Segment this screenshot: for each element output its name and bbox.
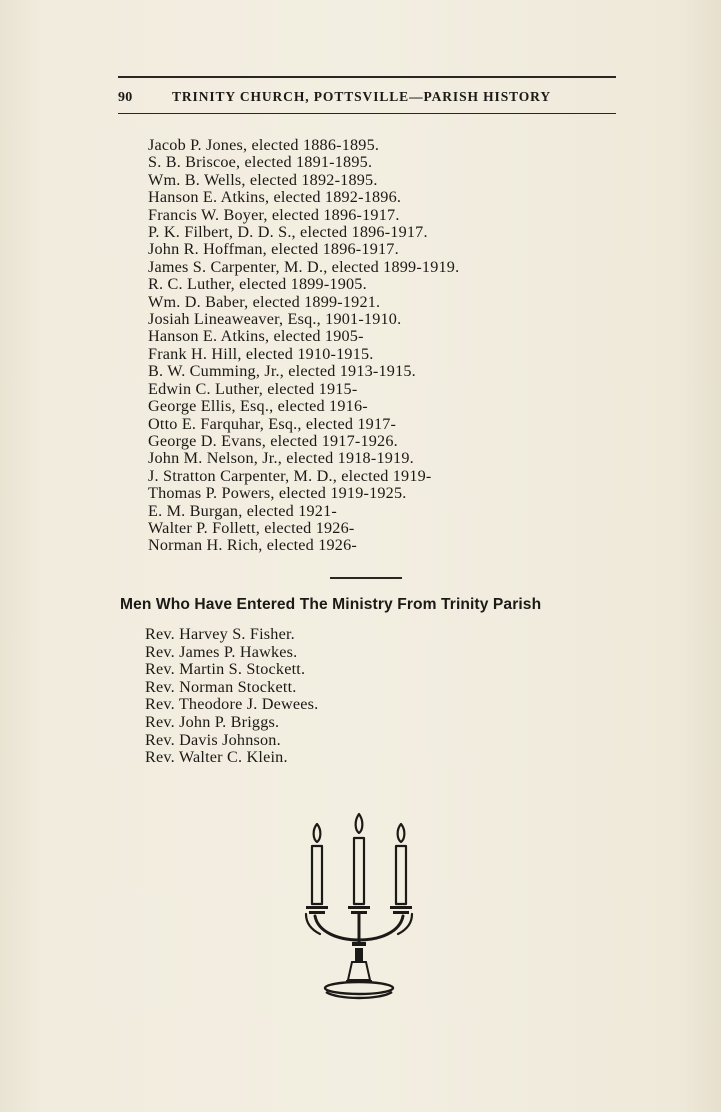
list-item: George Ellis, Esq., elected 1916-	[148, 397, 368, 416]
list-item: P. K. Filbert, D. D. S., elected 1896-1917.	[148, 223, 428, 242]
list-item: Rev. Theodore J. Dewees.	[145, 695, 319, 714]
list-item: B. W. Cumming, Jr., elected 1913-1915.	[148, 362, 416, 381]
list-item: Rev. Davis Johnson.	[145, 730, 281, 749]
list-item: Rev. Walter C. Klein.	[145, 748, 288, 767]
page-number: 90	[118, 90, 133, 105]
ministry-name-list	[145, 626, 318, 767]
list-item: Otto E. Farquhar, Esq., elected 1917-	[148, 414, 397, 433]
list-item: James S. Carpenter, M. D., elected 1899-1919.	[148, 257, 460, 276]
list-item: Jacob P. Jones, elected 1886-1895.	[148, 136, 380, 154]
list-item: John M. Nelson, Jr., elected 1918-1919.	[148, 449, 414, 468]
list-item: John R. Hoffman, elected 1896-1917.	[148, 240, 399, 259]
list-item: R. C. Luther, elected 1899-1905.	[148, 275, 367, 294]
list-item: Rev. John P. Briggs.	[145, 712, 280, 731]
running-title: TRINITY CHURCH, POTTSVILLE—PARISH HISTORY	[172, 89, 551, 104]
list-item: Rev. Norman Stockett.	[145, 677, 297, 696]
header-rule-bottom	[118, 113, 616, 114]
list-item: Walter P. Follett, elected 1926-	[148, 518, 355, 537]
list-item: Josiah Lineaweaver, Esq., 1901-1910.	[148, 310, 402, 329]
candelabra-icon	[298, 810, 418, 1002]
list-item: George D. Evans, elected 1917-1926.	[148, 431, 398, 450]
section-divider	[330, 577, 402, 579]
header-rule-top	[118, 76, 616, 78]
ministry-section-heading: Men Who Have Entered The Ministry From Trinity Parish	[120, 596, 542, 613]
list-item: Hanson E. Atkins, elected 1905-	[148, 327, 364, 346]
list-item: S. B. Briscoe, elected 1891-1895.	[148, 153, 373, 172]
list-item: Norman H. Rich, elected 1926-	[148, 536, 357, 555]
list-item: Wm. B. Wells, elected 1892-1895.	[148, 170, 378, 189]
list-item: Rev. Martin S. Stockett.	[145, 660, 306, 679]
list-item: Wm. D. Baber, elected 1899-1921.	[148, 292, 381, 311]
list-item: E. M. Burgan, elected 1921-	[148, 501, 337, 520]
list-item: Francis W. Boyer, elected 1896-1917.	[148, 205, 400, 224]
list-item: Edwin C. Luther, elected 1915-	[148, 379, 358, 398]
list-item: Rev. James P. Hawkes.	[145, 642, 298, 661]
list-item: Hanson E. Atkins, elected 1892-1896.	[148, 188, 402, 207]
list-item: Frank H. Hill, elected 1910-1915.	[148, 344, 374, 363]
list-item: Thomas P. Powers, elected 1919-1925.	[148, 484, 407, 503]
list-item: Rev. Harvey S. Fisher.	[145, 625, 295, 643]
list-item: J. Stratton Carpenter, M. D., elected 1919-	[148, 466, 432, 485]
vestry-member-list	[148, 137, 459, 555]
